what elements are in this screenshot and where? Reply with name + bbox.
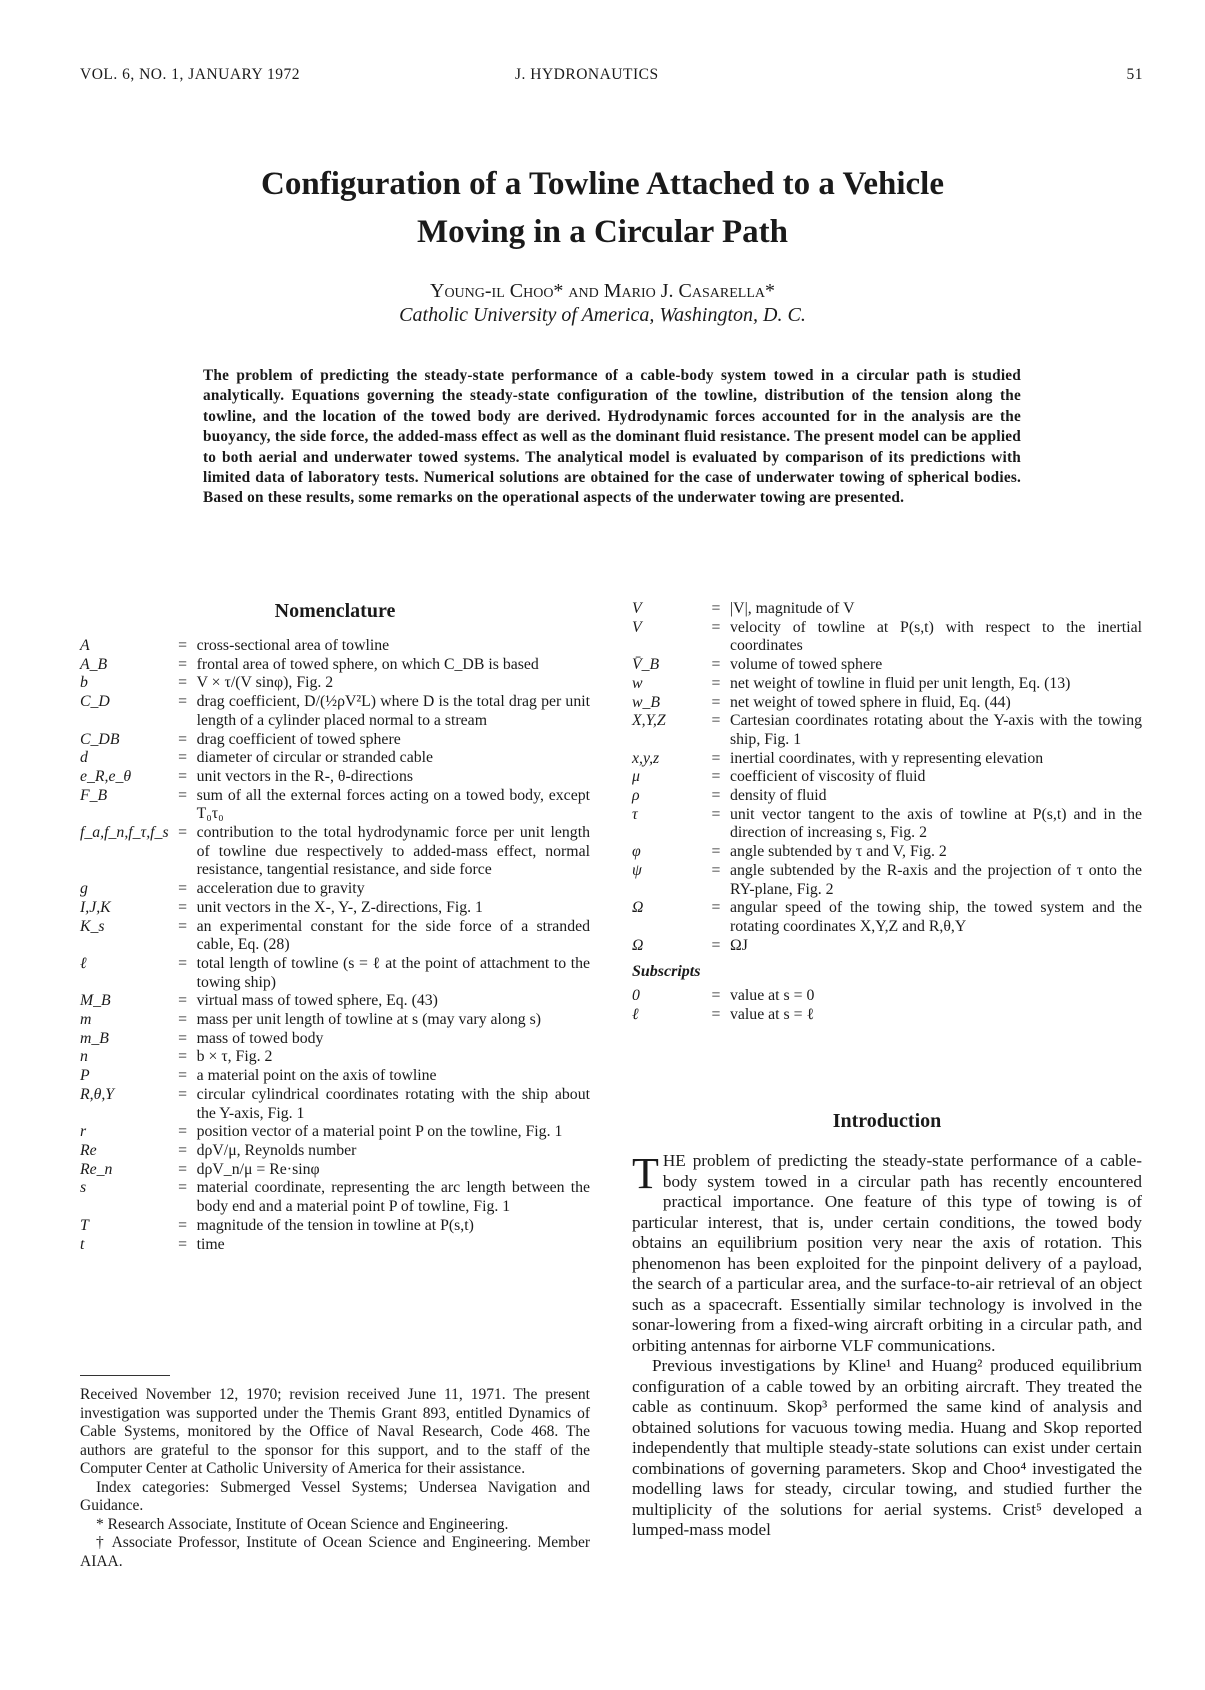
nomenclature-symbol: C_D [80,693,110,711]
nomenclature-definition: contribution to the total hydrodynamic force per unit length of towline due respectively to added-mass effect, normal resistance, tangential resistance, and side force [196,824,590,879]
equals-sign: = [711,712,721,730]
footnote-star: * Research Associate, Institute of Ocean Science and Engineering. [96,1515,509,1533]
nomenclature-symbol: Ω [632,899,644,917]
nomenclature-row [632,750,1142,769]
equals-sign: = [711,843,721,861]
nomenclature-symbol: b [80,674,88,692]
nomenclature-symbol: Re_n [80,1160,113,1178]
nomenclature-definition: angle subtended by the R-axis and the projection of τ onto the RY-plane, Fig. 2 [730,861,1142,898]
running-head [80,66,1143,90]
nomenclature-definition: ΩJ [730,936,748,954]
nomenclature-symbol: w [632,674,643,692]
nomenclature-row [632,656,1142,675]
nomenclature-row [80,824,590,880]
nomenclature-symbol: m_B [80,1029,109,1047]
nomenclature-symbol: n [80,1048,88,1066]
nomenclature-definition: drag coefficient, D/(½ρV²L) where D is the total drag per unit length of a cylinder placed normal to a stream [196,693,590,729]
nomenclature-row [80,1179,590,1216]
nomenclature-symbol: K_s [80,917,105,935]
nomenclature-definition: Cartesian coordinates rotating about the Y-axis with the towing ship, Fig. 1 [730,712,1142,748]
nomenclature-definition: diameter of circular or stranded cable [196,749,433,767]
introduction-heading: Introduction [832,1110,942,1132]
subscripts-table [632,987,1142,1024]
nomenclature-symbol: d [80,749,88,767]
nomenclature-row [632,806,1142,843]
nomenclature-symbol: f_a,f_n,f_τ,f_s [80,824,169,842]
nomenclature-symbol: R,θ,Y [80,1085,115,1103]
nomenclature-heading: Nomenclature [274,600,396,622]
nomenclature-row [632,675,1142,694]
nomenclature-definition: dρV/μ, Reynolds number [196,1141,357,1159]
nomenclature-definition: material coordinate, representing the arc length between the body end and a material point P of towline, Fig. 1 [196,1179,590,1216]
nomenclature-symbol: s [80,1179,87,1197]
nomenclature-definition: coefficient of viscosity of fluid [730,768,926,786]
equals-sign: = [178,1179,188,1197]
nomenclature-definition: dρV_n/μ = Re·sinφ [196,1160,320,1178]
nomenclature-symbol: w_B [632,693,661,711]
equals-sign: = [178,917,188,935]
paper-title [0,160,1205,256]
author-block [0,279,1205,327]
nomenclature-symbol: V̄_B [632,656,660,674]
nomenclature-definition: volume of towed sphere [730,656,883,674]
equals-sign: = [711,899,721,917]
equals-sign: = [178,992,188,1010]
equals-sign: = [178,1235,188,1253]
nomenclature-definition: |V|, magnitude of V [730,600,855,617]
nomenclature-definition: cross-sectional area of towline [196,637,390,654]
nomenclature-definition: inertial coordinates, with y representing elevation [730,749,1044,767]
author-names: Young-il Choo* and Mario J. Casarella* [430,280,775,302]
intro-paragraph-1 [632,1151,1142,1356]
nomenclature-row [80,674,590,693]
nomenclature-definition: total length of towline (s = ℓ at the point of attachment to the towing ship) [196,954,590,991]
nomenclature-definition: mass per unit length of towline at s (may vary along s) [196,1011,541,1029]
abstract: The problem of predicting the steady-state performance of a cable-body system towed in a circular path is studied analytically. Equations governing the steady-state configuration of the towline, distribution of the tension along the towline, and the location of the towed body are derived. Hydrodynamic forces accounted for in the analysis are the buoyancy, the side force, the added-mass effect as well as the dominant fluid resistance. The present model can be applied to both aerial and underwater towed systems. The analytical model is evaluated by comparison of its predictions with limited data of laboratory tests. Numerical solutions are obtained for the case of underwater towing of spherical bodies. Based on these results, some remarks on the operational aspects of the underwater towing are presented. [203,367,1021,507]
nomenclature-symbol: ℓ [80,954,87,972]
nomenclature-definition: magnitude of the tension in towline at P(s,t) [196,1216,474,1234]
nomenclature-definition: acceleration due to gravity [196,880,365,898]
nomenclature-row [80,731,590,750]
nomenclature-symbol: e_R,e_θ [80,767,132,785]
equals-sign: = [178,898,188,916]
author-affiliation: Catholic University of America, Washington, D. C. [399,304,806,326]
nomenclature-table-left [80,637,590,1254]
title-line-2: Moving in a Circular Path [417,214,788,250]
equals-sign: = [711,936,721,954]
nomenclature-row [80,899,590,918]
subscripts-heading: Subscripts [632,963,701,981]
nomenclature-symbol: A_B [80,655,108,673]
nomenclature-symbol: m [80,1011,92,1029]
nomenclature-row [80,1011,590,1030]
right-column [632,600,1142,1025]
equals-sign: = [178,655,188,673]
nomenclature-symbol: F_B [80,786,108,804]
nomenclature-row [80,749,590,768]
nomenclature-symbol: φ [632,843,641,861]
nomenclature-definition: virtual mass of towed sphere, Eq. (43) [196,992,438,1010]
equals-sign: = [178,824,188,842]
left-column [80,600,590,1254]
nomenclature-definition: angular speed of the towing ship, the towed system and the rotating coordinates X,Y,Z and R,θ,Y [730,899,1142,935]
nomenclature-definition: unit vectors in the R-, θ-directions [196,767,413,785]
nomenclature-definition: frontal area of towed sphere, on which C_DB is based [196,655,539,673]
nomenclature-row [80,1161,590,1180]
nomenclature-definition: angle subtended by τ and V, Fig. 2 [730,843,947,861]
nomenclature-row [80,992,590,1011]
nomenclature-definition: net weight of towed sphere in fluid, Eq. (44) [730,693,1011,711]
equals-sign: = [711,600,721,617]
equals-sign: = [178,954,188,972]
page-number: 51 [1126,66,1143,83]
nomenclature-row [80,1086,590,1123]
journal-name: J. HYDRONAUTICS [515,66,659,83]
nomenclature-symbol: X,Y,Z [632,712,666,730]
journal-volume: VOL. 6, NO. 1, JANUARY 1972 [80,66,301,83]
footnotes [80,1375,590,1571]
nomenclature-symbol: ℓ [632,1006,639,1024]
footnote-received: Received November 12, 1970; revision received June 11, 1971. The present investigation was supported under the Themis Grant 893, entitled Dynamics of Cable Systems, monitored by the Office of Naval Research, Code 468. The authors are grateful to the sponsor for this support, and to the staff of the Computer Center at Catholic University of America for their assistance. [80,1386,590,1477]
nomenclature-row [632,862,1142,899]
nomenclature-row [80,1030,590,1049]
equals-sign: = [711,674,721,692]
nomenclature-symbol: t [80,1235,85,1253]
nomenclature-row [80,637,590,656]
nomenclature-symbol: x,y,z [632,749,660,767]
equals-sign: = [178,1141,188,1159]
nomenclature-table-right [632,600,1142,955]
nomenclature-row [632,619,1142,656]
equals-sign: = [178,1085,188,1103]
equals-sign: = [711,987,721,1005]
nomenclature-definition: circular cylindrical coordinates rotating with the ship about the Y-axis, Fig. 1 [196,1085,590,1122]
nomenclature-symbol: ψ [632,861,642,879]
nomenclature-row [632,899,1142,936]
equals-sign: = [178,1067,188,1085]
equals-sign: = [178,1216,188,1234]
nomenclature-symbol: V [632,618,642,636]
nomenclature-definition: position vector of a material point P on the towline, Fig. 1 [196,1123,563,1141]
introduction-section [632,1110,1142,1541]
equals-sign: = [178,1123,188,1141]
nomenclature-symbol: A [80,637,90,654]
nomenclature-row [80,787,590,824]
footnote-index: Index categories: Submerged Vessel Systems; Undersea Navigation and Guidance. [80,1478,590,1514]
equals-sign: = [178,786,188,804]
nomenclature-row [80,880,590,899]
nomenclature-symbol: τ [632,805,638,823]
nomenclature-row [632,694,1142,713]
equals-sign: = [178,1011,188,1029]
intro-paragraph-2: Previous investigations by Kline¹ and Huang² produced equilibrium configuration of a cable towed by an orbiting aircraft. They treated the cable as continuum. Skop³ performed the same kind of analysis and obtained solutions for vacuous towing media. Huang and Skop reported independently that multiple steady-state solutions can exist under certain combinations of governing parameters. Skop and Choo⁴ investigated the modelling laws for steady, circular towing, and studied further the multiplicity of the solutions for aerial systems. Crist⁵ developed a lumped-mass model [632,1356,1142,1539]
nomenclature-symbol: C_DB [80,730,120,748]
nomenclature-row [80,1142,590,1161]
equals-sign: = [711,768,721,786]
nomenclature-row [632,987,1142,1006]
nomenclature-symbol: Re [80,1141,97,1159]
nomenclature-row [80,918,590,955]
equals-sign: = [711,861,721,879]
nomenclature-symbol: T [80,1216,89,1234]
equals-sign: = [178,880,188,898]
nomenclature-symbol: Ω [632,936,644,954]
equals-sign: = [178,749,188,767]
nomenclature-definition: value at s = ℓ [730,1006,815,1024]
nomenclature-definition: sum of all the external forces acting on a towed body, except T₀τ₀ [196,786,590,823]
nomenclature-definition: drag coefficient of towed sphere [196,730,401,748]
equals-sign: = [711,749,721,767]
equals-sign: = [711,618,721,636]
equals-sign: = [178,693,188,711]
nomenclature-symbol: P [80,1067,90,1085]
nomenclature-row [80,1217,590,1236]
nomenclature-symbol: r [80,1123,87,1141]
equals-sign: = [178,767,188,785]
nomenclature-definition: net weight of towline in fluid per unit length, Eq. (13) [730,674,1071,692]
nomenclature-row [632,843,1142,862]
equals-sign: = [711,693,721,711]
title-line-1: Configuration of a Towline Attached to a Vehicle [261,166,944,202]
nomenclature-symbol: 0 [632,987,640,1005]
nomenclature-definition: velocity of towline at P(s,t) with respect to the inertial coordinates [730,618,1142,655]
nomenclature-symbol: g [80,880,88,898]
nomenclature-symbol: ρ [632,787,640,805]
equals-sign: = [711,656,721,674]
nomenclature-row [632,768,1142,787]
nomenclature-row [80,1067,590,1086]
nomenclature-row [632,937,1142,956]
nomenclature-definition: mass of towed body [196,1029,324,1047]
equals-sign: = [178,1048,188,1066]
nomenclature-row [632,1006,1142,1025]
nomenclature-definition: V × τ/(V sinφ), Fig. 2 [196,674,334,692]
nomenclature-row [632,787,1142,806]
equals-sign: = [178,674,188,692]
nomenclature-row [80,955,590,992]
nomenclature-symbol: μ [632,768,640,786]
nomenclature-definition: density of fluid [730,787,827,805]
equals-sign: = [711,787,721,805]
nomenclature-definition: a material point on the axis of towline [196,1067,437,1085]
nomenclature-row [80,1048,590,1067]
drop-cap: T [632,1149,659,1198]
equals-sign: = [178,1029,188,1047]
nomenclature-row [80,693,590,730]
intro-paragraph-1-text: HE problem of predicting the steady-state performance of a cable-body system towed in a circular path has recently encountered practical importance. One feature of this type of towing is of particular interest, that is, under certain conditions, the towed body obtains an equilibrium position very near the axis of rotation. This phenomenon has been exploited for the pinpoint delivery of a payload, the search of a particular area, and the surface-to-air retrieval of an object such as a spacecraft. Essentially similar technology is involved in the sonar-lowering from a fixed-wing aircraft orbiting in a circular path, and orbiting antennas for airborne VLF communications. [632,1151,1142,1355]
equals-sign: = [178,637,188,654]
nomenclature-definition: unit vectors in the X-, Y-, Z-directions, Fig. 1 [196,898,483,916]
nomenclature-row [80,1236,590,1255]
equals-sign: = [711,805,721,823]
equals-sign: = [711,1006,721,1024]
footnote-rule [80,1375,170,1376]
nomenclature-definition: time [196,1235,225,1253]
nomenclature-row [80,656,590,675]
nomenclature-definition: b × τ, Fig. 2 [196,1048,273,1066]
nomenclature-definition: value at s = 0 [730,987,815,1005]
nomenclature-symbol: I,J,K [80,898,111,916]
nomenclature-row [80,1123,590,1142]
equals-sign: = [178,730,188,748]
nomenclature-row [632,712,1142,749]
nomenclature-definition: an experimental constant for the side force of a stranded cable, Eq. (28) [196,917,590,954]
nomenclature-row [632,600,1142,619]
nomenclature-definition: unit vector tangent to the axis of towline at P(s,t) and in the direction of increasing s, Fig. 2 [730,805,1142,842]
nomenclature-symbol: M_B [80,992,111,1010]
footnote-dagger: † Associate Professor, Institute of Ocean Science and Engineering. Member AIAA. [80,1534,590,1570]
nomenclature-symbol: V [632,600,642,617]
nomenclature-row [80,768,590,787]
equals-sign: = [178,1160,188,1178]
